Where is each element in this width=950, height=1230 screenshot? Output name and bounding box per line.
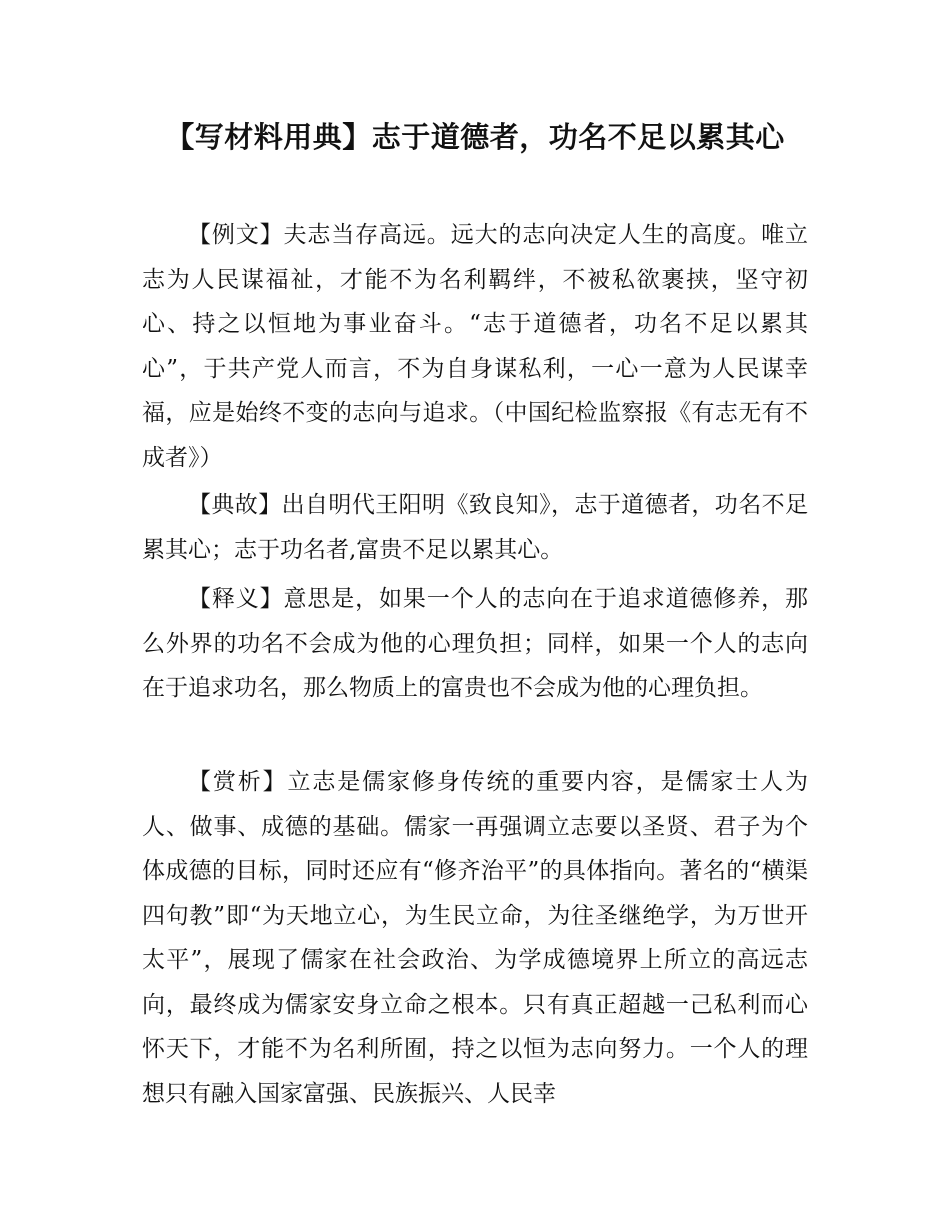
paragraph-text: 出自明代王阳明《致良知》，志于道德者，功名不足累其心；志于功名者,富贵不足以累其心。: [142, 492, 809, 563]
paragraph-allusion: [142, 483, 808, 572]
paragraph-label: 【典故】: [188, 492, 282, 518]
paragraph-text: 意思是，如果一个人的志向在于追求道德修养，那么外界的功名不会成为他的心理负担；同样，如果一个人的志向在于追求功名，那么物质上的富贵也不会成为他的心理负担。: [142, 586, 809, 701]
paragraph-meaning: [142, 577, 808, 711]
paragraph-text: 夫志当存高远。远大的志向决定人生的高度。唯立志为人民谋福祉，才能不为名利羁绊，不被私欲裹挟，坚守初心、持之以恒地为事业奋斗。“志于道德者，功名不足以累其心”，于共产党人而言，不为自身谋私利，一心一意为人民谋幸福，应是始终不变的志向与追求。（中国纪检监察报《有志无有不成者》）: [142, 222, 809, 471]
paragraph-example: [142, 213, 808, 480]
paragraph-label: 【例文】: [188, 222, 284, 248]
paragraph-text: 立志是儒家修身传统的重要内容，是儒家士人为人、做事、成德的基础。儒家一再强调立志要以圣贤、君子为个体成德的目标，同时还应有“修齐治平”的具体指向。著名的“横渠四句教”即“为天地立心，为生民立命，为往圣继绝学，为万世开太平”，展现了儒家在社会政治、为学成德境界上所立的高远志向，最终成为儒家安身立命之根本。只有真正超越一己私利而心怀天下，才能不为名利所囿，持之以恒为志向努力。一个人的理想只有融入国家富强、民族振兴、人民幸: [142, 769, 808, 1107]
paragraph-analysis: [142, 760, 808, 1116]
paragraph-label: 【释义】: [188, 586, 284, 612]
document-title: 【写材料用典】志于道德者，功名不足以累其心: [165, 120, 785, 154]
paragraph-label: 【赏析】: [188, 769, 288, 795]
